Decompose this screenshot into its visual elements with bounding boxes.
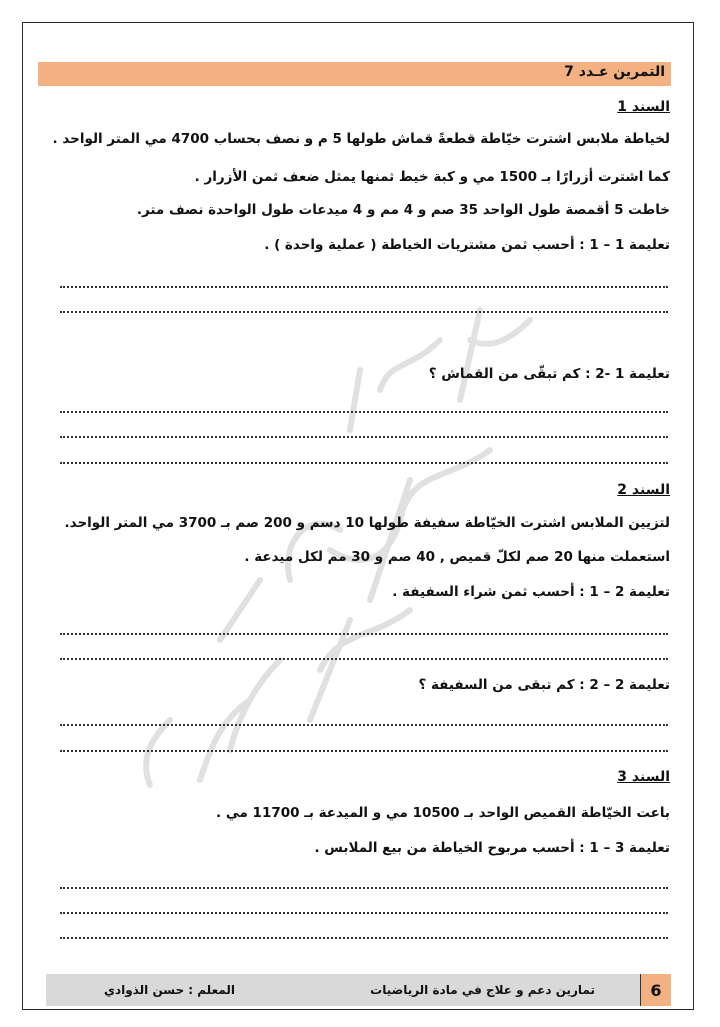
answer-line[interactable] <box>60 411 668 413</box>
task-1-1: تعليمة 1 – 1 : أحسب ثمن مشتريات الخياطة ( عملية واحدة ) . <box>264 237 670 253</box>
answer-line[interactable] <box>60 658 668 660</box>
section-title-1: السند 1 <box>617 99 670 115</box>
answer-line[interactable] <box>60 750 668 752</box>
section-title-2: السند 2 <box>617 482 670 498</box>
footer-teacher: المعلم : حسن الذوادي <box>103 983 235 997</box>
answer-line[interactable] <box>60 286 668 288</box>
answer-line[interactable] <box>60 724 668 726</box>
answer-line[interactable] <box>60 311 668 313</box>
answer-line[interactable] <box>60 937 668 939</box>
sanad3-line-1: باعت الخيّاطة القميص الواحد بـ 10500 مي و الميدعة بـ 11700 مي . <box>216 805 670 821</box>
exercise-title: التمرين عـدد 7 <box>564 64 665 80</box>
task-2-1: تعليمة 2 – 1 : أحسب ثمن شراء السفيفة . <box>392 584 670 600</box>
answer-line[interactable] <box>60 887 668 889</box>
answer-line[interactable] <box>60 912 668 914</box>
sanad2-line-1: لتزيين الملابس اشترت الخيّاطة سفيفة طولها 10 دسم و 200 صم بـ 3700 مي المتر الواحد. <box>64 515 670 531</box>
task-3-1: تعليمة 3 – 1 : أحسب مربوح الخياطة من بيع الملابس . <box>314 840 670 856</box>
sanad2-line-2: استعملت منها 20 صم لكلّ قميص , 40 صم و 30 مم لكل ميدعة . <box>244 549 670 565</box>
section-title-3: السند 3 <box>617 769 670 785</box>
sanad1-line-1: لخياطة ملابس اشترت خيّاطة قطعةً قماش طولها 5 م و نصف بحساب 4700 مي المتر الواحد . <box>52 131 670 147</box>
answer-line[interactable] <box>60 633 668 635</box>
footer-subject: تمارين دعم و علاج في مادة الرياضيات <box>370 983 595 997</box>
answer-line[interactable] <box>60 462 668 464</box>
sanad1-line-3: خاطت 5 أقمصة طول الواحد 35 صم و 4 مم و 4 ميدعات طول الواحدة نصف متر. <box>136 202 670 218</box>
answer-line[interactable] <box>60 436 668 438</box>
page-number: 6 <box>640 974 671 1006</box>
task-2-2: تعليمة 2 – 2 : كم تبقى من السفيفة ؟ <box>418 677 670 693</box>
sanad1-line-2: كما اشترت أزرارًا بـ 1500 مي و كبة خيط ثمنها يمثل ضعف ثمن الأزرار . <box>194 169 670 185</box>
task-1-2: تعليمة 1 -2 : كم تبقّى من القماش ؟ <box>428 366 670 382</box>
